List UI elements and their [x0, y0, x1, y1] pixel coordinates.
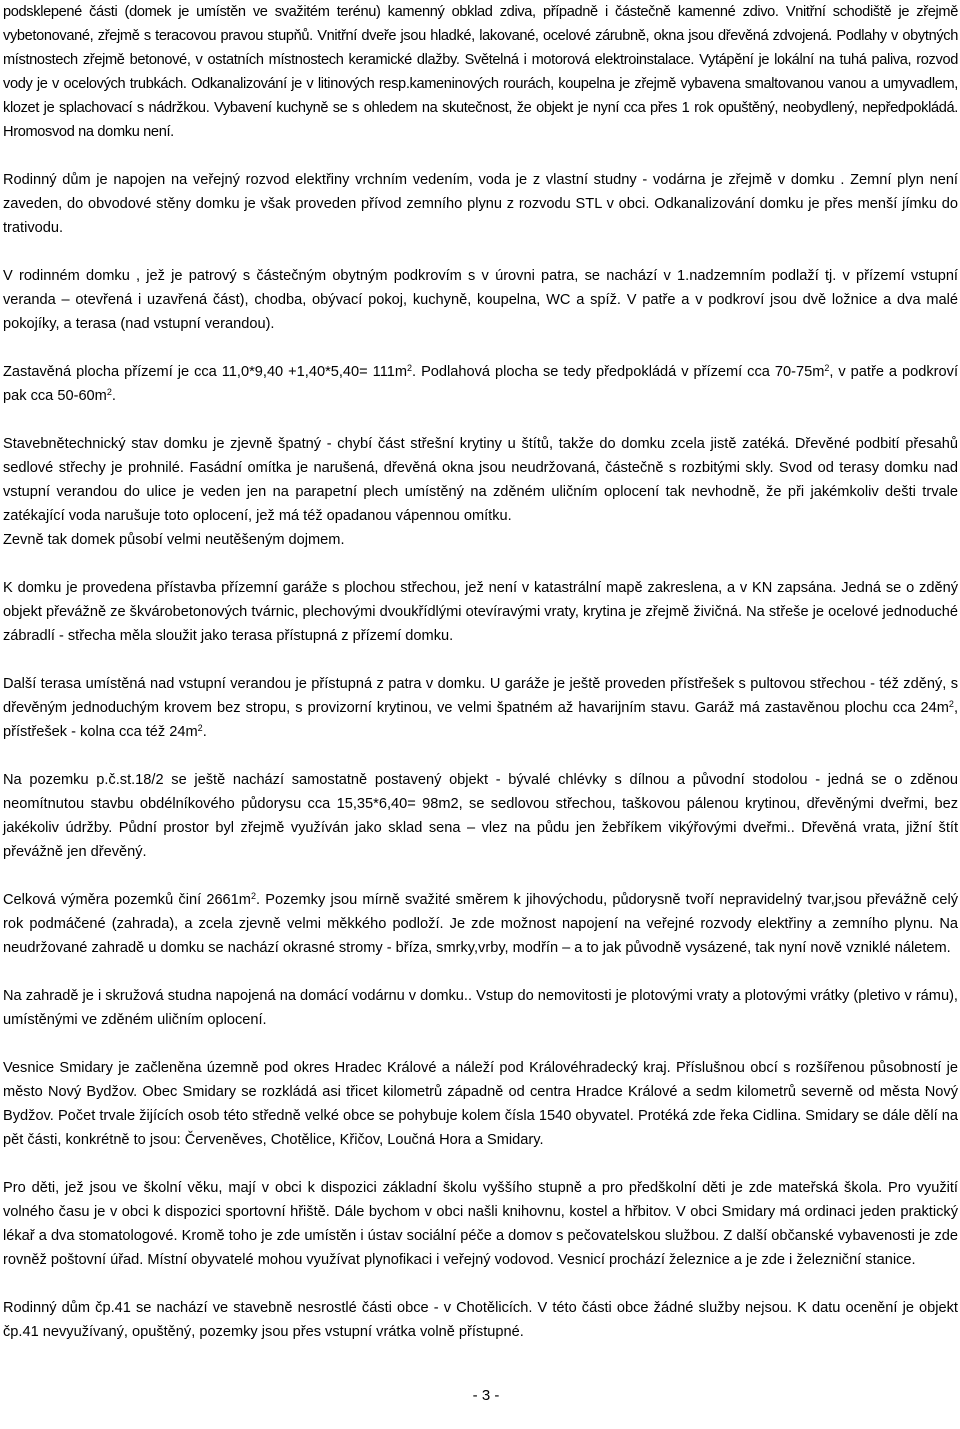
- superscript-2: 2: [197, 723, 203, 733]
- built-area-text-1: Zastavěná plocha přízemí je cca 11,0*9,40 +1,40*5,40= 111m: [3, 364, 408, 380]
- paragraph-garden-well: Na zahradě je i skružová studna napojená na domácí vodárnu v domku.. Vstup do nemovitosti je plotovými vraty a plotovými vrátky (pletivo v rámu), umístěnými ve zděném uličním oplocení.: [3, 988, 958, 1028]
- superscript-2: 2: [948, 699, 954, 709]
- paragraph-gap: [3, 960, 958, 984]
- paragraph-layout: V rodinném domku , jež je patrový s částečným obytným podkrovím s v úrovni patra, se nachází v 1.nadzemním podlaží tj. v přízemí vstupní veranda – otevřená i uzavřená část), chodba, obývací pokoj, kuchyně, koupelna, WC a spíž. V patře a v podkroví jsou dvě ložnice a dva malé pokojíky, a terasa (nad vstupní verandou).: [3, 268, 958, 332]
- paragraph-location-summary: Rodinný dům čp.41 se nachází ve stavebně nesrostlé části obce - v Chotělicích. V této části obce žádné služby nejsou. K datu ocenění je objekt čp.41 nevyužívaný, opuštěný, pozemky jsou přes vstupní vrátka volně přístupné.: [3, 1300, 958, 1340]
- paragraph-construction-details: podsklepené části (domek je umístěn ve svažitém terénu) kamenný obklad zdiva, případně i částečně kamenné zdivo. Vnitřní schodiště je zřejmě vybetonované, zřejmě s teracovou pravou stupňů. Vnitřní dveře jsou hladké, lakované, ocelové zárubně, okna jsou dřevěná zdvojená. Podlahy v obytných místnostech zřejmě betonové, v ostatních místnostech keramické dlažby. Světelná i motorová elektroinstalace. Vytápění je lokální na tuhá paliva, rozvod vody je v ocelových trubkách. Odkanalizování je v litinových resp.kameninových rourách, koupelna je zřejmě vybavena smaltovanou vanou a umyvadlem, klozet je splachovací s nádržkou. Vybavení kuchyně se s ohledem na skutečnost, že objekt je nyní cca přes 1 rok opuštěný, neobydlený, nepředpokládá. Hromosvod na domku není.: [3, 4, 958, 140]
- paragraph-gap: [3, 648, 958, 672]
- superscript-2: 2: [106, 387, 112, 397]
- superscript-2: 2: [824, 363, 830, 373]
- built-area-text-2: . Podlahová plocha se tedy předpokládá v přízemí cca 70-75m: [412, 364, 825, 380]
- paragraph-gap: [3, 552, 958, 576]
- paragraph-built-area: [3, 360, 958, 408]
- land-text-2: . Pozemky jsou mírně svažité směrem k jihovýchodu, půdorysně tvoří nepravidelný tvar,jsou převážně celý rok podmáčené (zahrada), a zcela zjevně velmi měkkého podloží. Je zde možnost napojení na veřejné rozvody elektřiny a zemního plynu. Na neudržované zahradě u domku se nachází okrasné stromy - bříza, smrky,vrby, modřín – a to jak původně vysázené, tak nyní nově vzniklé náletem.: [3, 892, 958, 956]
- paragraph-utilities: Rodinný dům je napojen na veřejný rozvod elektřiny vrchním vedením, voda je z vlastní studny - vodárna je zřejmě v domku . Zemní plyn není zaveden, do obvodové stěny domku je však proveden přívod zemního plynu z rozvodu STL v obci. Odkanalizování domku je přes menší jímku do trativodu.: [3, 172, 958, 236]
- paragraph-terrace-shed: [3, 672, 958, 744]
- paragraph-gap: [3, 1032, 958, 1056]
- paragraph-amenities: Pro děti, jež jsou ve školní věku, mají v obci k dispozici základní školu vyššího stupně a pro předškolní děti je zde mateřská škola. Pro využití volného času je v obci k dispozici sportovní hřiště. Dále bychom v obci našli knihovnu, kostel a hřbitov. V obci Smidary má ordinaci jeden praktický lékař a dva stomatologové. Kromě toho je zde umístěn i ústav sociální péče a domov s pečovatelskou službou. Z další občanské vybavenosti je zde rovněž poštovní úřad. Místní obyvatelé mohou využívat plynofikaci i veřejný vodovod. Vesnicí prochází železnice a je zde i železniční stanice.: [3, 1180, 958, 1268]
- paragraph-gap: [3, 336, 958, 360]
- document-body: [3, 0, 958, 1344]
- built-area-text-3: , v patře a podkroví pak cca 50-60m: [3, 364, 958, 404]
- land-text-1: Celková výměra pozemků činí 2661m: [3, 892, 251, 908]
- paragraph-gap: [3, 864, 958, 888]
- paragraph-gap: [3, 408, 958, 432]
- paragraph-village: Vesnice Smidary je začleněna územně pod okres Hradec Králové a náleží pod Královéhradecký kraj. Příslušnou obcí s rozšířenou působností je město Nový Bydžov. Obec Smidary se rozkládá asi třicet kilometrů západně od centra Hradce Králové a sedm kilometrů severně od města Nový Bydžov. Počet trvale žijících osob této středně velké obce se pohybuje kolem čísla 1540 obyvatel. Protéká zde řeka Cidlina. Smidary se dále dělí na pět části, konkrétně to jsou: Červeněves, Chotělice, Křičov, Loučná Hora a Smidary.: [3, 1060, 958, 1148]
- terrace-text-1: Další terasa umístěná nad vstupní verandou je přístupná z patra v domku. U garáže je ještě proveden přístřešek s pultovou střechou - též zděný, s dřevěným jednoduchým krovem bez stropu, s provizorní krytinou, ve velmi špatném až havarijním stavu. Garáž má zastavěnou plochu cca 24m: [3, 676, 958, 716]
- page-number: - 3 -: [472, 1387, 500, 1404]
- paragraph-gap: [3, 240, 958, 264]
- superscript-2: 2: [407, 363, 413, 373]
- paragraph-gap: [3, 1272, 958, 1296]
- terrace-text-2: , přístřešek - kolna cca též 24m: [3, 700, 958, 740]
- paragraph-impression: Zevně tak domek působí velmi neutěšeným dojmem.: [3, 532, 345, 548]
- paragraph-gap: [3, 144, 958, 168]
- paragraph-gap: [3, 744, 958, 768]
- paragraph-outbuilding: Na pozemku p.č.st.18/2 se ještě nachází samostatně postavený objekt - bývalé chlévky s dílnou a původní stodolou - jedná se o zděnou neomítnutou stavbu obdélníkového půdorysu cca 15,35*6,40= 98m2, se sedlovou střechou, taškovou pálenou krytinou, dřevěnými dveřmi, bez jakékoliv údržby. Půdní prostor byl zřejmě využíván jako sklad sena – vlez na půdu jen žebříkem vikýřovými dveřmi.. Dřevěná vrata, jižní štít převážně jen dřevěný.: [3, 772, 958, 860]
- paragraph-land: [3, 888, 958, 960]
- paragraph-gap: [3, 1152, 958, 1176]
- superscript-2: 2: [250, 891, 256, 901]
- paragraph-garage: K domku je provedena přístavba přízemní garáže s plochou střechou, jež není v katastrální mapě zakreslena, a v KN zapsána. Jedná se o zděný objekt převážně ze škvárobetonových tvárnic, plechovými dvoukřídlými otevíravými vraty, krytina je zřejmě živičná. Na střeše je ocelové jednoduché zábradlí - střecha měla sloužit jako terasa přístupná z přízemí domku.: [3, 580, 958, 644]
- built-area-text-4: .: [111, 388, 116, 404]
- paragraph-technical-condition: Stavebnětechnický stav domku je zjevně špatný - chybí část střešní krytiny u štítů, takže do domku zcela jistě zatéká. Dřevěné podbití přesahů sedlové střechy je prohnilé. Fasádní omítka je narušená, dřevěná okna jsou neudržovaná, částečně s rozbitými skly. Svod od terasy domku nad vstupní verandou do ulice je veden jen na parapetní plech umístěný na zděném uličním oplocení tak nevhodně, že při jakémkoliv dešti trvale zatékající voda narušuje toto oplocení, jež má též opadanou vápennou omítku.: [3, 436, 958, 524]
- terrace-text-3: .: [202, 724, 207, 740]
